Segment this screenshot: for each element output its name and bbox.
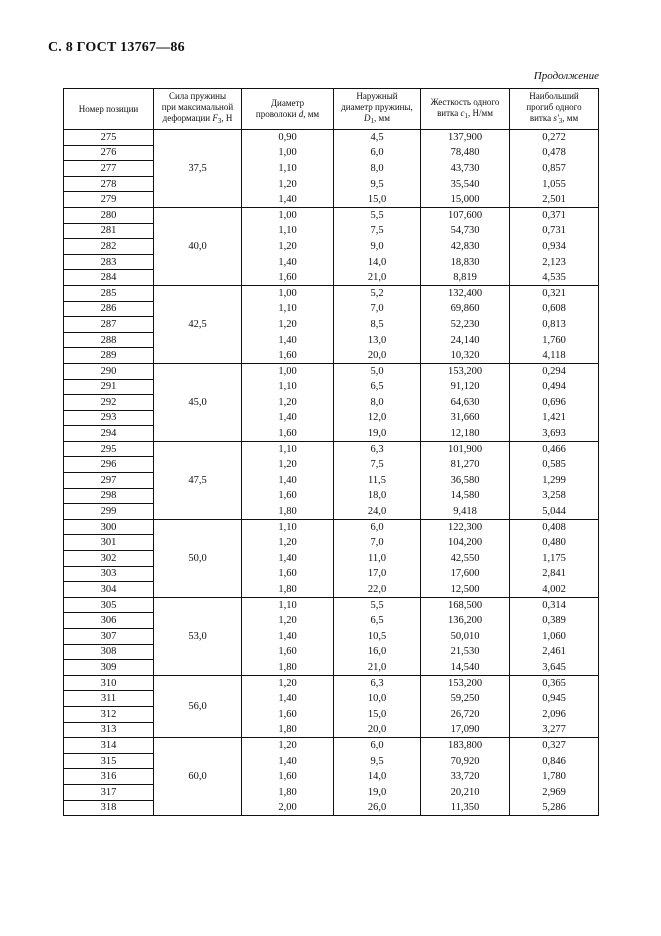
- cell-position: 297: [64, 473, 154, 489]
- cell-wire-diameter: 1,80: [242, 582, 334, 598]
- cell-position: 315: [64, 753, 154, 769]
- cell-force: 60,0: [154, 738, 242, 816]
- cell-wire-diameter: 1,60: [242, 769, 334, 785]
- cell-outer-diameter: 11,5: [334, 473, 421, 489]
- table-row: [64, 223, 599, 239]
- cell-wire-diameter: 1,40: [242, 473, 334, 489]
- cell-outer-diameter: 7,0: [334, 301, 421, 317]
- spring-parameters-table: [63, 88, 599, 816]
- cell-position: 289: [64, 348, 154, 364]
- table-row: [64, 130, 599, 146]
- cell-force: 50,0: [154, 519, 242, 597]
- table-row: [64, 644, 599, 660]
- cell-stiffness: 69,860: [421, 301, 510, 317]
- cell-position: 306: [64, 613, 154, 629]
- cell-deflection: 1,760: [510, 332, 599, 348]
- table-row: [64, 784, 599, 800]
- cell-wire-diameter: 1,40: [242, 551, 334, 567]
- cell-stiffness: 10,320: [421, 348, 510, 364]
- cell-stiffness: 42,550: [421, 551, 510, 567]
- cell-stiffness: 54,730: [421, 223, 510, 239]
- cell-outer-diameter: 22,0: [334, 582, 421, 598]
- cell-position: 281: [64, 223, 154, 239]
- header-max-deflection: Наибольший прогиб одного витка $s'_3$, мм: [510, 89, 599, 130]
- cell-stiffness: 153,200: [421, 675, 510, 691]
- cell-position: 309: [64, 660, 154, 676]
- cell-stiffness: 70,920: [421, 753, 510, 769]
- cell-stiffness: 14,580: [421, 488, 510, 504]
- cell-position: 294: [64, 426, 154, 442]
- cell-wire-diameter: 1,10: [242, 223, 334, 239]
- cell-force: 40,0: [154, 207, 242, 285]
- cell-stiffness: 64,630: [421, 395, 510, 411]
- cell-stiffness: 78,480: [421, 145, 510, 161]
- cell-position: 308: [64, 644, 154, 660]
- cell-outer-diameter: 19,0: [334, 784, 421, 800]
- cell-position: 277: [64, 161, 154, 177]
- cell-wire-diameter: 1,40: [242, 254, 334, 270]
- cell-outer-diameter: 8,0: [334, 395, 421, 411]
- table-row: [64, 161, 599, 177]
- cell-wire-diameter: 1,80: [242, 660, 334, 676]
- cell-force: 47,5: [154, 441, 242, 519]
- cell-outer-diameter: 9,0: [334, 239, 421, 255]
- cell-stiffness: 17,090: [421, 722, 510, 738]
- cell-deflection: 2,096: [510, 706, 599, 722]
- cell-deflection: 2,841: [510, 566, 599, 582]
- cell-stiffness: 50,010: [421, 629, 510, 645]
- cell-position: 286: [64, 301, 154, 317]
- cell-wire-diameter: 2,00: [242, 800, 334, 816]
- cell-deflection: 4,118: [510, 348, 599, 364]
- cell-position: 283: [64, 254, 154, 270]
- cell-wire-diameter: 1,10: [242, 379, 334, 395]
- cell-outer-diameter: 10,5: [334, 629, 421, 645]
- cell-stiffness: 14,540: [421, 660, 510, 676]
- cell-stiffness: 183,800: [421, 738, 510, 754]
- cell-deflection: 0,327: [510, 738, 599, 754]
- cell-deflection: 1,060: [510, 629, 599, 645]
- header-wire-diameter: Диаметр проволоки d, мм: [242, 89, 334, 130]
- page-title: С. 8 ГОСТ 13767—86: [48, 40, 185, 55]
- table-row: [64, 566, 599, 582]
- cell-wire-diameter: 1,20: [242, 176, 334, 192]
- cell-outer-diameter: 19,0: [334, 426, 421, 442]
- cell-wire-diameter: 1,60: [242, 706, 334, 722]
- cell-force: 42,5: [154, 285, 242, 363]
- table-row: [64, 457, 599, 473]
- cell-deflection: 0,321: [510, 285, 599, 301]
- table-row: [64, 691, 599, 707]
- cell-wire-diameter: 1,60: [242, 488, 334, 504]
- table-row: [64, 317, 599, 333]
- cell-outer-diameter: 7,5: [334, 223, 421, 239]
- cell-outer-diameter: 7,0: [334, 535, 421, 551]
- cell-outer-diameter: 18,0: [334, 488, 421, 504]
- cell-position: 292: [64, 395, 154, 411]
- cell-position: 313: [64, 722, 154, 738]
- cell-stiffness: 17,600: [421, 566, 510, 582]
- cell-wire-diameter: 1,60: [242, 426, 334, 442]
- cell-outer-diameter: 10,0: [334, 691, 421, 707]
- cell-deflection: 0,478: [510, 145, 599, 161]
- cell-stiffness: 168,500: [421, 597, 510, 613]
- cell-position: 305: [64, 597, 154, 613]
- cell-stiffness: 9,418: [421, 504, 510, 520]
- table-row: [64, 410, 599, 426]
- cell-position: 302: [64, 551, 154, 567]
- cell-stiffness: 137,900: [421, 130, 510, 146]
- cell-deflection: 0,585: [510, 457, 599, 473]
- table-row: [64, 738, 599, 754]
- table-row: [64, 395, 599, 411]
- cell-deflection: 0,696: [510, 395, 599, 411]
- cell-outer-diameter: 8,0: [334, 161, 421, 177]
- table-row: [64, 535, 599, 551]
- cell-wire-diameter: 1,60: [242, 644, 334, 660]
- cell-stiffness: 122,300: [421, 519, 510, 535]
- cell-outer-diameter: 4,5: [334, 130, 421, 146]
- cell-position: 296: [64, 457, 154, 473]
- table-row: [64, 800, 599, 816]
- cell-deflection: 0,857: [510, 161, 599, 177]
- cell-wire-diameter: 0,90: [242, 130, 334, 146]
- cell-position: 317: [64, 784, 154, 800]
- cell-deflection: 0,846: [510, 753, 599, 769]
- cell-position: 291: [64, 379, 154, 395]
- cell-outer-diameter: 7,5: [334, 457, 421, 473]
- cell-force: 37,5: [154, 130, 242, 208]
- table-row: [64, 348, 599, 364]
- cell-wire-diameter: 1,20: [242, 239, 334, 255]
- cell-outer-diameter: 8,5: [334, 317, 421, 333]
- cell-deflection: 0,294: [510, 363, 599, 379]
- cell-deflection: 1,175: [510, 551, 599, 567]
- cell-stiffness: 104,200: [421, 535, 510, 551]
- cell-deflection: 0,314: [510, 597, 599, 613]
- cell-outer-diameter: 6,0: [334, 519, 421, 535]
- cell-position: 314: [64, 738, 154, 754]
- header-stiffness: Жесткость одного витка $c_1$, Н/мм: [421, 89, 510, 130]
- cell-wire-diameter: 1,60: [242, 348, 334, 364]
- table-row: [64, 207, 599, 223]
- cell-wire-diameter: 1,10: [242, 519, 334, 535]
- cell-deflection: 0,934: [510, 239, 599, 255]
- cell-wire-diameter: 1,20: [242, 395, 334, 411]
- cell-wire-diameter: 1,20: [242, 457, 334, 473]
- cell-deflection: 3,645: [510, 660, 599, 676]
- cell-stiffness: 24,140: [421, 332, 510, 348]
- table-row: [64, 613, 599, 629]
- cell-position: 295: [64, 441, 154, 457]
- cell-outer-diameter: 9,5: [334, 176, 421, 192]
- cell-outer-diameter: 5,0: [334, 363, 421, 379]
- cell-position: 293: [64, 410, 154, 426]
- cell-position: 288: [64, 332, 154, 348]
- cell-wire-diameter: 1,10: [242, 441, 334, 457]
- cell-force: 56,0: [154, 675, 242, 737]
- cell-deflection: 0,389: [510, 613, 599, 629]
- table-row: [64, 629, 599, 645]
- cell-outer-diameter: 6,0: [334, 738, 421, 754]
- cell-wire-diameter: 1,20: [242, 317, 334, 333]
- cell-outer-diameter: 13,0: [334, 332, 421, 348]
- cell-outer-diameter: 6,3: [334, 675, 421, 691]
- cell-deflection: 2,501: [510, 192, 599, 208]
- cell-deflection: 0,494: [510, 379, 599, 395]
- table-row: [64, 332, 599, 348]
- cell-force: 45,0: [154, 363, 242, 441]
- cell-stiffness: 132,400: [421, 285, 510, 301]
- continuation-label: Продолжение: [533, 70, 599, 82]
- cell-outer-diameter: 6,5: [334, 613, 421, 629]
- cell-stiffness: 91,120: [421, 379, 510, 395]
- cell-wire-diameter: 1,60: [242, 270, 334, 286]
- cell-deflection: 2,969: [510, 784, 599, 800]
- cell-wire-diameter: 1,10: [242, 597, 334, 613]
- header-outer-diameter: Наружный диаметр пружины, $D_1$, мм: [334, 89, 421, 130]
- cell-wire-diameter: 1,40: [242, 629, 334, 645]
- cell-deflection: 0,731: [510, 223, 599, 239]
- table-row: [64, 192, 599, 208]
- cell-stiffness: 107,600: [421, 207, 510, 223]
- cell-wire-diameter: 1,60: [242, 566, 334, 582]
- cell-position: 285: [64, 285, 154, 301]
- cell-position: 318: [64, 800, 154, 816]
- cell-stiffness: 15,000: [421, 192, 510, 208]
- cell-outer-diameter: 11,0: [334, 551, 421, 567]
- cell-deflection: 0,480: [510, 535, 599, 551]
- cell-outer-diameter: 21,0: [334, 270, 421, 286]
- cell-deflection: 3,277: [510, 722, 599, 738]
- cell-position: 298: [64, 488, 154, 504]
- cell-outer-diameter: 26,0: [334, 800, 421, 816]
- cell-position: 300: [64, 519, 154, 535]
- cell-stiffness: 20,210: [421, 784, 510, 800]
- cell-deflection: 0,365: [510, 675, 599, 691]
- cell-wire-diameter: 1,20: [242, 738, 334, 754]
- table-row: [64, 753, 599, 769]
- table-row: [64, 379, 599, 395]
- table-row: [64, 441, 599, 457]
- cell-wire-diameter: 1,20: [242, 535, 334, 551]
- cell-position: 287: [64, 317, 154, 333]
- cell-stiffness: 81,270: [421, 457, 510, 473]
- cell-stiffness: 35,540: [421, 176, 510, 192]
- table-row: [64, 551, 599, 567]
- cell-wire-diameter: 1,40: [242, 753, 334, 769]
- table-row: [64, 582, 599, 598]
- cell-stiffness: 8,819: [421, 270, 510, 286]
- table-row: [64, 285, 599, 301]
- cell-outer-diameter: 15,0: [334, 706, 421, 722]
- cell-stiffness: 12,500: [421, 582, 510, 598]
- cell-stiffness: 153,200: [421, 363, 510, 379]
- cell-wire-diameter: 1,40: [242, 192, 334, 208]
- cell-stiffness: 36,580: [421, 473, 510, 489]
- cell-force: 53,0: [154, 597, 242, 675]
- cell-outer-diameter: 6,5: [334, 379, 421, 395]
- table-row: [64, 270, 599, 286]
- cell-position: 312: [64, 706, 154, 722]
- cell-position: 307: [64, 629, 154, 645]
- cell-stiffness: 42,830: [421, 239, 510, 255]
- cell-wire-diameter: 1,20: [242, 675, 334, 691]
- cell-position: 276: [64, 145, 154, 161]
- table-row: [64, 363, 599, 379]
- table-row: [64, 426, 599, 442]
- cell-position: 311: [64, 691, 154, 707]
- cell-deflection: 0,408: [510, 519, 599, 535]
- cell-wire-diameter: 1,80: [242, 504, 334, 520]
- cell-position: 299: [64, 504, 154, 520]
- cell-outer-diameter: 5,5: [334, 207, 421, 223]
- table-row: [64, 706, 599, 722]
- table-row: [64, 769, 599, 785]
- cell-deflection: 1,055: [510, 176, 599, 192]
- cell-deflection: 0,945: [510, 691, 599, 707]
- header-force: Сила пружины при максимальной деформации $F_3$, Н: [154, 89, 242, 130]
- cell-stiffness: 31,660: [421, 410, 510, 426]
- cell-position: 275: [64, 130, 154, 146]
- cell-stiffness: 101,900: [421, 441, 510, 457]
- cell-position: 279: [64, 192, 154, 208]
- table-row: [64, 722, 599, 738]
- cell-position: 310: [64, 675, 154, 691]
- table-row: [64, 488, 599, 504]
- cell-wire-diameter: 1,80: [242, 722, 334, 738]
- cell-position: 301: [64, 535, 154, 551]
- cell-wire-diameter: 1,20: [242, 613, 334, 629]
- cell-deflection: 2,461: [510, 644, 599, 660]
- table-row: [64, 239, 599, 255]
- cell-deflection: 2,123: [510, 254, 599, 270]
- cell-deflection: 3,693: [510, 426, 599, 442]
- cell-outer-diameter: 5,5: [334, 597, 421, 613]
- table-row: [64, 145, 599, 161]
- cell-deflection: 1,780: [510, 769, 599, 785]
- cell-outer-diameter: 21,0: [334, 660, 421, 676]
- cell-stiffness: 21,530: [421, 644, 510, 660]
- cell-position: 280: [64, 207, 154, 223]
- cell-stiffness: 18,830: [421, 254, 510, 270]
- table-row: [64, 660, 599, 676]
- cell-stiffness: 12,180: [421, 426, 510, 442]
- cell-wire-diameter: 1,40: [242, 410, 334, 426]
- table-body: [64, 130, 599, 816]
- table-row: [64, 597, 599, 613]
- cell-deflection: 4,535: [510, 270, 599, 286]
- table-row: [64, 519, 599, 535]
- cell-outer-diameter: 15,0: [334, 192, 421, 208]
- cell-deflection: 1,421: [510, 410, 599, 426]
- table-header: [64, 89, 599, 130]
- cell-wire-diameter: 1,00: [242, 207, 334, 223]
- cell-position: 304: [64, 582, 154, 598]
- cell-outer-diameter: 20,0: [334, 348, 421, 364]
- cell-outer-diameter: 24,0: [334, 504, 421, 520]
- table-row: [64, 301, 599, 317]
- cell-deflection: 4,002: [510, 582, 599, 598]
- cell-position: 303: [64, 566, 154, 582]
- cell-outer-diameter: 12,0: [334, 410, 421, 426]
- table-row: [64, 254, 599, 270]
- cell-outer-diameter: 16,0: [334, 644, 421, 660]
- cell-deflection: 5,044: [510, 504, 599, 520]
- cell-deflection: 1,299: [510, 473, 599, 489]
- cell-wire-diameter: 1,40: [242, 332, 334, 348]
- cell-deflection: 0,466: [510, 441, 599, 457]
- cell-stiffness: 26,720: [421, 706, 510, 722]
- cell-outer-diameter: 14,0: [334, 254, 421, 270]
- cell-deflection: 0,371: [510, 207, 599, 223]
- cell-position: 316: [64, 769, 154, 785]
- cell-deflection: 5,286: [510, 800, 599, 816]
- cell-outer-diameter: 20,0: [334, 722, 421, 738]
- cell-wire-diameter: 1,00: [242, 285, 334, 301]
- cell-stiffness: 43,730: [421, 161, 510, 177]
- cell-position: 290: [64, 363, 154, 379]
- header-position: Номер позиции: [64, 89, 154, 130]
- cell-stiffness: 33,720: [421, 769, 510, 785]
- cell-outer-diameter: 9,5: [334, 753, 421, 769]
- cell-deflection: 0,608: [510, 301, 599, 317]
- cell-position: 278: [64, 176, 154, 192]
- table-row: [64, 473, 599, 489]
- cell-deflection: 0,272: [510, 130, 599, 146]
- cell-wire-diameter: 1,10: [242, 301, 334, 317]
- cell-position: 282: [64, 239, 154, 255]
- cell-stiffness: 136,200: [421, 613, 510, 629]
- cell-wire-diameter: 1,00: [242, 145, 334, 161]
- cell-outer-diameter: 17,0: [334, 566, 421, 582]
- cell-stiffness: 11,350: [421, 800, 510, 816]
- cell-wire-diameter: 1,80: [242, 784, 334, 800]
- cell-wire-diameter: 1,00: [242, 363, 334, 379]
- cell-outer-diameter: 5,2: [334, 285, 421, 301]
- table-row: [64, 504, 599, 520]
- cell-outer-diameter: 6,3: [334, 441, 421, 457]
- cell-position: 284: [64, 270, 154, 286]
- cell-deflection: 0,813: [510, 317, 599, 333]
- cell-outer-diameter: 14,0: [334, 769, 421, 785]
- cell-wire-diameter: 1,40: [242, 691, 334, 707]
- cell-wire-diameter: 1,10: [242, 161, 334, 177]
- table-row: [64, 675, 599, 691]
- cell-outer-diameter: 6,0: [334, 145, 421, 161]
- cell-deflection: 3,258: [510, 488, 599, 504]
- cell-stiffness: 59,250: [421, 691, 510, 707]
- table-row: [64, 176, 599, 192]
- cell-stiffness: 52,230: [421, 317, 510, 333]
